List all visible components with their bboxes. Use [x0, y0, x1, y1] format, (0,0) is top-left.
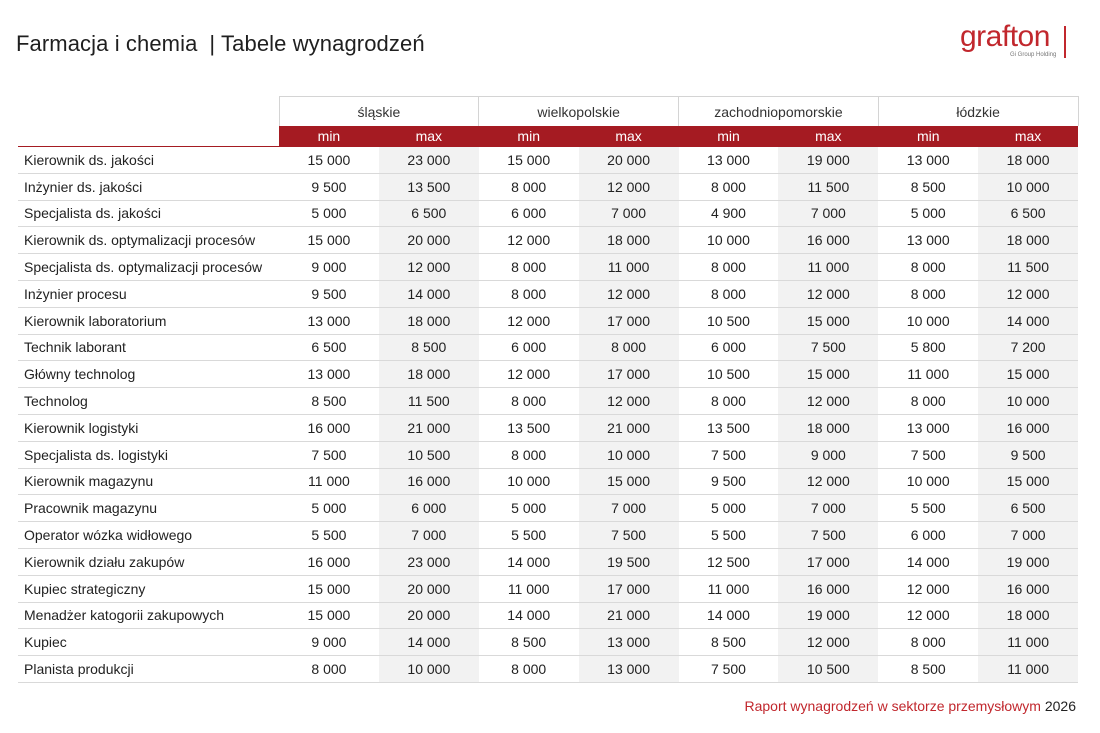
max-salary-cell: 7 000 [778, 200, 878, 227]
min-salary-cell: 6 000 [479, 200, 579, 227]
table-row [18, 414, 1078, 441]
max-salary-cell: 12 000 [579, 280, 679, 307]
header-blank-cell [18, 126, 279, 147]
position-cell: Kupiec strategiczny [18, 575, 279, 602]
max-salary-cell: 12 000 [778, 388, 878, 415]
max-salary-cell: 12 000 [978, 280, 1078, 307]
max-salary-cell: 13 000 [579, 656, 679, 683]
min-salary-cell: 6 000 [479, 334, 579, 361]
report-footer [745, 698, 1077, 714]
report-year: 2026 [1044, 698, 1076, 714]
position-cell: Kierownik magazynu [18, 468, 279, 495]
max-salary-cell: 10 000 [978, 173, 1078, 200]
max-salary-cell: 19 000 [778, 602, 878, 629]
min-salary-cell: 14 000 [878, 548, 978, 575]
min-salary-cell: 9 500 [279, 280, 379, 307]
min-salary-cell: 8 000 [878, 280, 978, 307]
table-row [18, 173, 1078, 200]
table-row [18, 388, 1078, 415]
min-salary-cell: 8 000 [679, 173, 779, 200]
min-salary-cell: 6 000 [679, 334, 779, 361]
min-salary-cell: 8 000 [479, 254, 579, 281]
max-salary-cell: 21 000 [379, 414, 479, 441]
min-salary-cell: 8 500 [878, 173, 978, 200]
max-salary-cell: 7 000 [978, 522, 1078, 549]
max-salary-cell: 20 000 [579, 147, 679, 174]
max-salary-cell: 18 000 [379, 307, 479, 334]
min-salary-cell: 14 000 [479, 602, 579, 629]
min-salary-cell: 6 000 [878, 522, 978, 549]
min-salary-cell: 8 000 [679, 280, 779, 307]
position-cell: Menadżer katogorii zakupowych [18, 602, 279, 629]
max-salary-cell: 13 000 [579, 629, 679, 656]
min-salary-cell: 13 500 [679, 414, 779, 441]
min-salary-cell: 7 500 [679, 656, 779, 683]
max-salary-cell: 23 000 [379, 548, 479, 575]
position-cell: Kierownik działu zakupów [18, 548, 279, 575]
max-salary-cell: 7 000 [579, 495, 679, 522]
max-salary-cell: 7 500 [778, 522, 878, 549]
min-salary-cell: 8 000 [878, 254, 978, 281]
max-salary-cell: 18 000 [579, 227, 679, 254]
salary-table-body [18, 147, 1078, 683]
position-cell: Planista produkcji [18, 656, 279, 683]
min-salary-cell: 12 500 [679, 548, 779, 575]
max-salary-cell: 9 000 [778, 441, 878, 468]
min-salary-cell: 8 000 [479, 656, 579, 683]
min-salary-cell: 4 900 [679, 200, 779, 227]
max-salary-cell: 6 500 [978, 200, 1078, 227]
min-salary-cell: 5 000 [679, 495, 779, 522]
max-salary-cell: 8 500 [379, 334, 479, 361]
min-header: min [479, 126, 579, 147]
min-salary-cell: 5 000 [479, 495, 579, 522]
min-salary-cell: 9 000 [279, 254, 379, 281]
max-header: max [778, 126, 878, 147]
min-salary-cell: 13 000 [878, 414, 978, 441]
max-salary-cell: 17 000 [579, 361, 679, 388]
min-salary-cell: 8 500 [679, 629, 779, 656]
max-salary-cell: 19 500 [579, 548, 679, 575]
max-salary-cell: 20 000 [379, 227, 479, 254]
max-salary-cell: 7 000 [379, 522, 479, 549]
min-salary-cell: 8 000 [479, 441, 579, 468]
min-salary-cell: 12 000 [878, 602, 978, 629]
table-row [18, 656, 1078, 683]
max-salary-cell: 17 000 [579, 575, 679, 602]
max-salary-cell: 18 000 [978, 147, 1078, 174]
region-header-zachodniopomorskie: zachodniopomorskie [679, 97, 879, 127]
min-salary-cell: 12 000 [479, 227, 579, 254]
grafton-logo [958, 22, 1070, 62]
region-header-slaskie: śląskie [279, 97, 479, 127]
logo-wordmark: grafton [960, 20, 1050, 53]
max-salary-cell: 12 000 [778, 468, 878, 495]
max-salary-cell: 6 500 [379, 200, 479, 227]
min-salary-cell: 15 000 [279, 575, 379, 602]
position-cell: Kierownik ds. jakości [18, 147, 279, 174]
min-salary-cell: 12 000 [479, 361, 579, 388]
table-row [18, 361, 1078, 388]
max-salary-cell: 11 500 [778, 173, 878, 200]
min-salary-cell: 7 500 [878, 441, 978, 468]
min-salary-cell: 16 000 [279, 414, 379, 441]
min-salary-cell: 10 000 [878, 307, 978, 334]
max-salary-cell: 15 000 [579, 468, 679, 495]
max-salary-cell: 14 000 [379, 629, 479, 656]
min-salary-cell: 5 000 [279, 200, 379, 227]
min-salary-cell: 6 500 [279, 334, 379, 361]
min-salary-cell: 10 000 [479, 468, 579, 495]
max-salary-cell: 10 500 [379, 441, 479, 468]
position-cell: Technik laborant [18, 334, 279, 361]
min-salary-cell: 8 000 [878, 629, 978, 656]
min-salary-cell: 16 000 [279, 548, 379, 575]
max-salary-cell: 12 000 [379, 254, 479, 281]
min-salary-cell: 10 000 [878, 468, 978, 495]
min-salary-cell: 5 500 [679, 522, 779, 549]
min-salary-cell: 15 000 [279, 602, 379, 629]
position-cell: Operator wózka widłowego [18, 522, 279, 549]
max-header: max [978, 126, 1078, 147]
min-salary-cell: 8 000 [479, 280, 579, 307]
title-main: Farmacja i chemia [16, 31, 198, 56]
max-salary-cell: 12 000 [579, 173, 679, 200]
max-salary-cell: 14 000 [379, 280, 479, 307]
max-salary-cell: 11 000 [579, 254, 679, 281]
header-blank-cell [18, 97, 279, 127]
table-row [18, 468, 1078, 495]
table-row [18, 629, 1078, 656]
min-salary-cell: 10 000 [679, 227, 779, 254]
min-salary-cell: 5 500 [279, 522, 379, 549]
max-header: max [579, 126, 679, 147]
min-salary-cell: 7 500 [679, 441, 779, 468]
max-salary-cell: 15 000 [778, 361, 878, 388]
max-salary-cell: 11 000 [978, 629, 1078, 656]
position-cell: Kierownik laboratorium [18, 307, 279, 334]
min-header: min [679, 126, 779, 147]
max-salary-cell: 13 500 [379, 173, 479, 200]
min-salary-cell: 14 000 [479, 548, 579, 575]
min-header: min [279, 126, 379, 147]
table-row [18, 522, 1078, 549]
min-salary-cell: 5 500 [479, 522, 579, 549]
max-salary-cell: 17 000 [579, 307, 679, 334]
region-header-row [18, 97, 1078, 127]
table-row [18, 495, 1078, 522]
logo-tagline: Gi Group Holding [1010, 52, 1057, 58]
min-salary-cell: 14 000 [679, 602, 779, 629]
table-row [18, 280, 1078, 307]
min-salary-cell: 10 500 [679, 361, 779, 388]
max-salary-cell: 11 000 [978, 656, 1078, 683]
position-cell: Technolog [18, 388, 279, 415]
position-cell: Główny technolog [18, 361, 279, 388]
max-salary-cell: 19 000 [978, 548, 1078, 575]
max-salary-cell: 12 000 [579, 388, 679, 415]
min-salary-cell: 13 000 [279, 307, 379, 334]
position-cell: Pracownik magazynu [18, 495, 279, 522]
max-salary-cell: 12 000 [778, 629, 878, 656]
min-max-header-row [18, 126, 1078, 147]
max-salary-cell: 21 000 [579, 602, 679, 629]
max-salary-cell: 18 000 [978, 602, 1078, 629]
min-salary-cell: 10 500 [679, 307, 779, 334]
max-salary-cell: 6 000 [379, 495, 479, 522]
min-salary-cell: 5 500 [878, 495, 978, 522]
min-salary-cell: 8 500 [279, 388, 379, 415]
min-salary-cell: 9 500 [279, 173, 379, 200]
min-salary-cell: 8 000 [279, 656, 379, 683]
min-salary-cell: 7 500 [279, 441, 379, 468]
salary-table [18, 96, 1079, 683]
max-salary-cell: 14 000 [978, 307, 1078, 334]
max-salary-cell: 10 000 [978, 388, 1078, 415]
max-salary-cell: 21 000 [579, 414, 679, 441]
max-salary-cell: 18 000 [778, 414, 878, 441]
max-salary-cell: 18 000 [379, 361, 479, 388]
max-salary-cell: 16 000 [778, 575, 878, 602]
position-cell: Specjalista ds. logistyki [18, 441, 279, 468]
max-salary-cell: 7 500 [579, 522, 679, 549]
table-row [18, 441, 1078, 468]
min-salary-cell: 8 000 [479, 388, 579, 415]
min-salary-cell: 13 500 [479, 414, 579, 441]
max-salary-cell: 9 500 [978, 441, 1078, 468]
min-salary-cell: 11 000 [479, 575, 579, 602]
title-subtitle: | Tabele wynagrodzeń [209, 31, 425, 56]
logo-bar [1064, 26, 1066, 58]
report-title: Raport wynagrodzeń w sektorze przemysłowym [744, 698, 1041, 714]
max-salary-cell: 8 000 [579, 334, 679, 361]
table-row [18, 227, 1078, 254]
max-salary-cell: 20 000 [379, 602, 479, 629]
max-salary-cell: 10 000 [579, 441, 679, 468]
min-header: min [878, 126, 978, 147]
table-row [18, 147, 1078, 174]
max-salary-cell: 19 000 [778, 147, 878, 174]
max-salary-cell: 7 000 [778, 495, 878, 522]
min-salary-cell: 8 000 [479, 173, 579, 200]
min-salary-cell: 9 500 [679, 468, 779, 495]
max-salary-cell: 10 500 [778, 656, 878, 683]
position-cell: Specjalista ds. jakości [18, 200, 279, 227]
max-header: max [379, 126, 479, 147]
max-salary-cell: 11 500 [978, 254, 1078, 281]
max-salary-cell: 7 500 [778, 334, 878, 361]
table-row [18, 254, 1078, 281]
min-salary-cell: 15 000 [479, 147, 579, 174]
max-salary-cell: 16 000 [978, 575, 1078, 602]
region-header-wielkopolskie: wielkopolskie [479, 97, 679, 127]
min-salary-cell: 11 000 [878, 361, 978, 388]
min-salary-cell: 5 000 [279, 495, 379, 522]
min-salary-cell: 12 000 [878, 575, 978, 602]
table-row [18, 602, 1078, 629]
max-salary-cell: 18 000 [978, 227, 1078, 254]
max-salary-cell: 10 000 [379, 656, 479, 683]
min-salary-cell: 9 000 [279, 629, 379, 656]
table-row [18, 575, 1078, 602]
max-salary-cell: 12 000 [778, 280, 878, 307]
table-row [18, 200, 1078, 227]
max-salary-cell: 7 200 [978, 334, 1078, 361]
min-salary-cell: 13 000 [878, 227, 978, 254]
min-salary-cell: 13 000 [878, 147, 978, 174]
max-salary-cell: 6 500 [978, 495, 1078, 522]
page-title [16, 31, 425, 57]
min-salary-cell: 15 000 [279, 227, 379, 254]
max-salary-cell: 15 000 [778, 307, 878, 334]
min-salary-cell: 5 800 [878, 334, 978, 361]
min-salary-cell: 8 000 [878, 388, 978, 415]
min-salary-cell: 8 000 [679, 254, 779, 281]
max-salary-cell: 11 500 [379, 388, 479, 415]
min-salary-cell: 8 500 [878, 656, 978, 683]
max-salary-cell: 17 000 [778, 548, 878, 575]
region-header-lodzkie: łódzkie [878, 97, 1078, 127]
table-row [18, 548, 1078, 575]
min-salary-cell: 11 000 [679, 575, 779, 602]
table-row [18, 334, 1078, 361]
max-salary-cell: 16 000 [379, 468, 479, 495]
max-salary-cell: 15 000 [978, 468, 1078, 495]
max-salary-cell: 20 000 [379, 575, 479, 602]
min-salary-cell: 8 000 [679, 388, 779, 415]
max-salary-cell: 11 000 [778, 254, 878, 281]
max-salary-cell: 7 000 [579, 200, 679, 227]
min-salary-cell: 12 000 [479, 307, 579, 334]
min-salary-cell: 13 000 [279, 361, 379, 388]
position-cell: Kierownik logistyki [18, 414, 279, 441]
min-salary-cell: 11 000 [279, 468, 379, 495]
min-salary-cell: 15 000 [279, 147, 379, 174]
min-salary-cell: 13 000 [679, 147, 779, 174]
position-cell: Inżynier ds. jakości [18, 173, 279, 200]
max-salary-cell: 23 000 [379, 147, 479, 174]
position-cell: Kupiec [18, 629, 279, 656]
min-salary-cell: 8 500 [479, 629, 579, 656]
position-cell: Kierownik ds. optymalizacji procesów [18, 227, 279, 254]
min-salary-cell: 5 000 [878, 200, 978, 227]
max-salary-cell: 16 000 [978, 414, 1078, 441]
max-salary-cell: 16 000 [778, 227, 878, 254]
table-row [18, 307, 1078, 334]
position-cell: Specjalista ds. optymalizacji procesów [18, 254, 279, 281]
max-salary-cell: 15 000 [978, 361, 1078, 388]
position-cell: Inżynier procesu [18, 280, 279, 307]
